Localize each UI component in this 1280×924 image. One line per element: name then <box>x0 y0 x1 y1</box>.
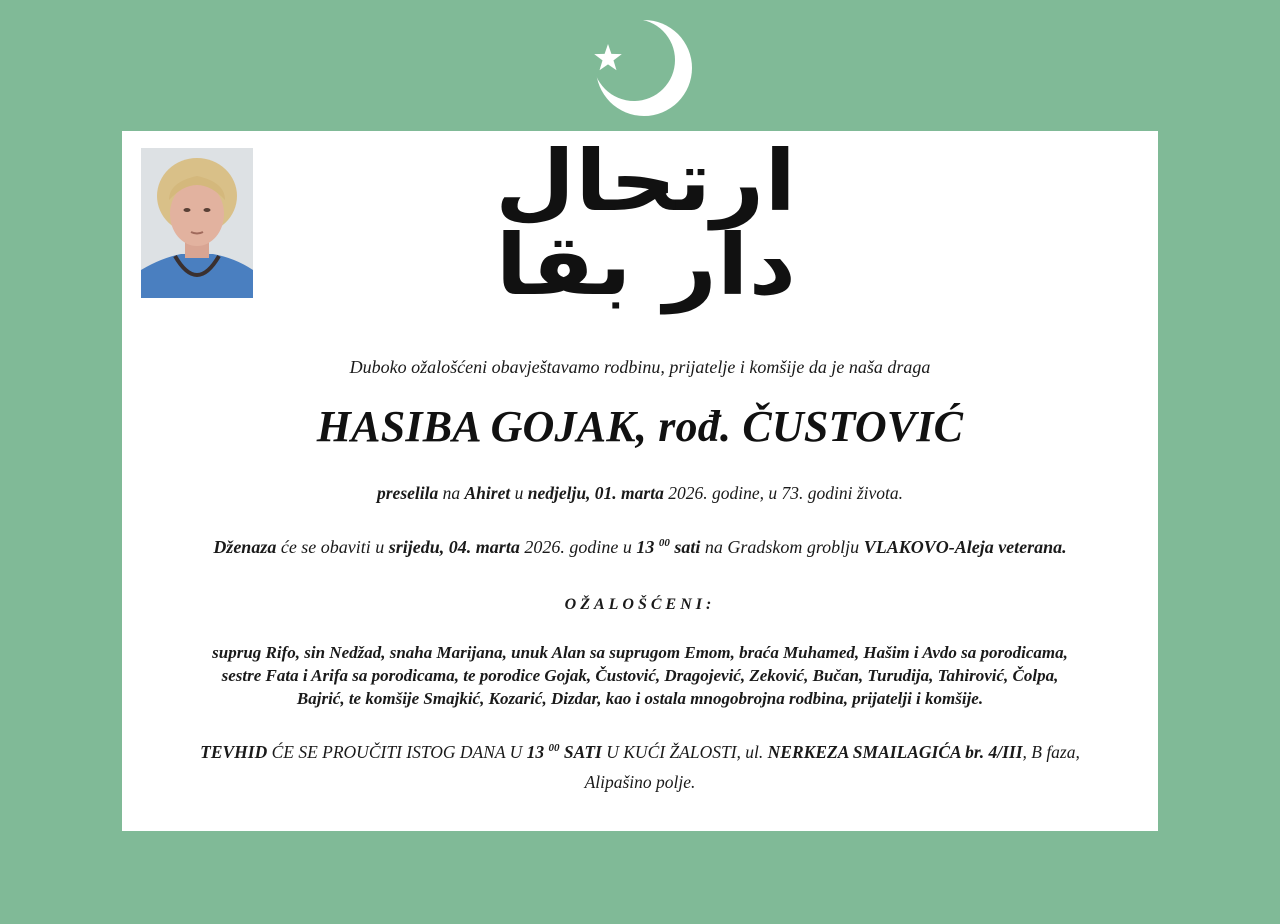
crescent-star-icon <box>586 14 696 124</box>
mourners-line: sestre Fata i Arifa sa porodicama, te porodice Gojak, Čustović, Dragojević, Zeković, Bučan, Turudija, Tahirović, Čolpa, <box>221 666 1059 685</box>
arabic-calligraphy: ارتحال دار بقا <box>494 132 796 314</box>
death-announcement: preselila na Ahiret u nedjelju, 01. marta 2026. godine, u 73. godini života. <box>377 483 903 503</box>
intro-text: Duboko ožalošćeni obavještavamo rodbinu, prijatelje i komšije da je naša draga <box>349 357 931 377</box>
tevhid-location: Alipašino polje. <box>584 772 696 792</box>
deceased-name: HASIBA GOJAK, rođ. ČUSTOVIĆ <box>316 402 964 451</box>
tevhid-info: TEVHID ĆE SE PROUČITI ISTOG DANA U 13 $^{00}$ SATI U KUĆI ŽALOSTI, ul. NERKEZA SMAILAGIĆA br. 4/III, B faza, Alipašino polje. <box>142 737 1138 797</box>
mourners-list <box>142 641 1138 710</box>
mourners-line: Bajrić, te komšije Smajkić, Kozarić, Dizdar, kao i ostala mnogobrojna rodbina, prijatelji i komšije. <box>296 689 984 708</box>
mourners-line: suprug Rifo, sin Nedžad, snaha Marijana, unuk Alan sa suprugom Emom, braća Muhamed, Hašim i Avdo sa porodicama, <box>212 643 1068 662</box>
portrait-photo <box>141 148 253 298</box>
obituary-card <box>122 131 1158 831</box>
portrait-image <box>141 148 253 298</box>
mourners-heading: OŽALOŠĆENI: <box>564 596 716 613</box>
funeral-info: Dženaza će se obaviti u srijedu, 04. marta 2026. godine u 13 $^{00}$ sati na Gradskom groblju VLAKOVO-Aleja veterana. <box>213 537 1067 557</box>
